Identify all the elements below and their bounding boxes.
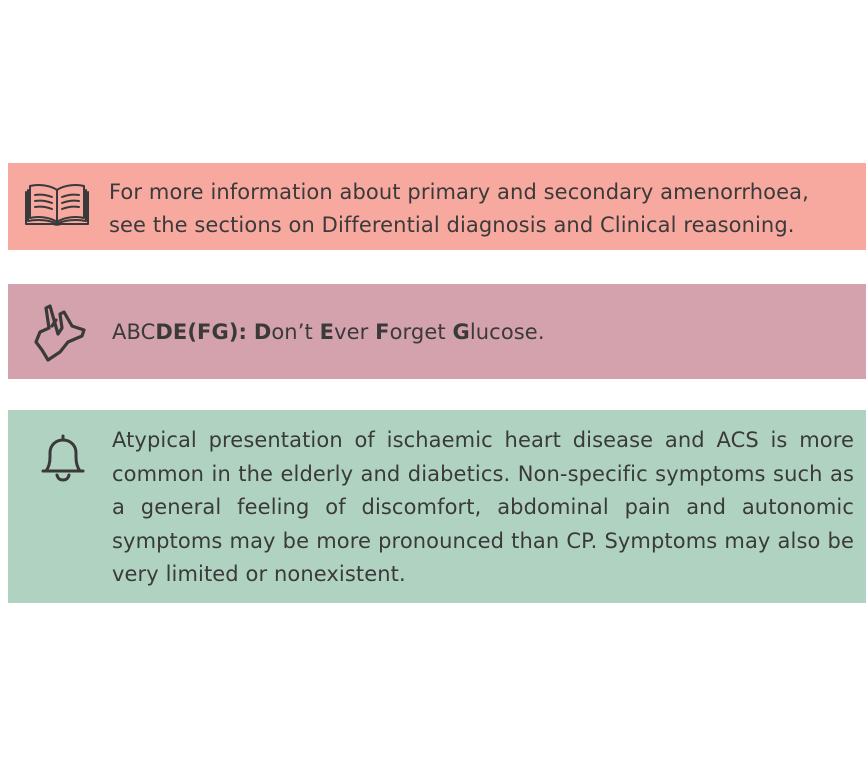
info-callout <box>8 163 866 250</box>
mnemonic-letter-g: G <box>452 320 470 344</box>
info-line-1: For more information about primary and secondary amenorrhoea, <box>109 180 809 204</box>
mnemonic-prefix: ABC <box>112 320 156 344</box>
mnemonic-letter-f: F <box>375 320 390 344</box>
info-text <box>109 176 861 242</box>
mnemonic-word-g: lucose. <box>469 320 545 344</box>
bell-icon <box>40 433 86 483</box>
mnemonic-letter-d: D <box>253 320 272 344</box>
donkey-icon <box>34 304 86 362</box>
mnemonic-text <box>112 316 852 349</box>
warning-text: Atypical presentation of ischaemic heart disease and ACS is more common in the elderly and diabetics. Non-specific symptoms such as a general feeling of discomfort, abdominal pain and autonomic symptoms may be more pronounced than CP. Symptoms may also be very limited or nonexistent. <box>112 428 854 586</box>
warning-callout <box>8 410 866 603</box>
mnemonic-acronym: DE(FG): <box>155 320 248 344</box>
mnemonic-word-e: ver <box>334 320 369 344</box>
open-book-icon <box>24 182 90 228</box>
mnemonic-word-d: on’t <box>271 320 313 344</box>
info-line-2: see the sections on Differential diagnosis and Clinical reasoning. <box>109 213 795 237</box>
mnemonic-letter-e: E <box>319 320 335 344</box>
mnemonic-word-f: orget <box>389 320 446 344</box>
mnemonic-callout <box>8 284 866 379</box>
